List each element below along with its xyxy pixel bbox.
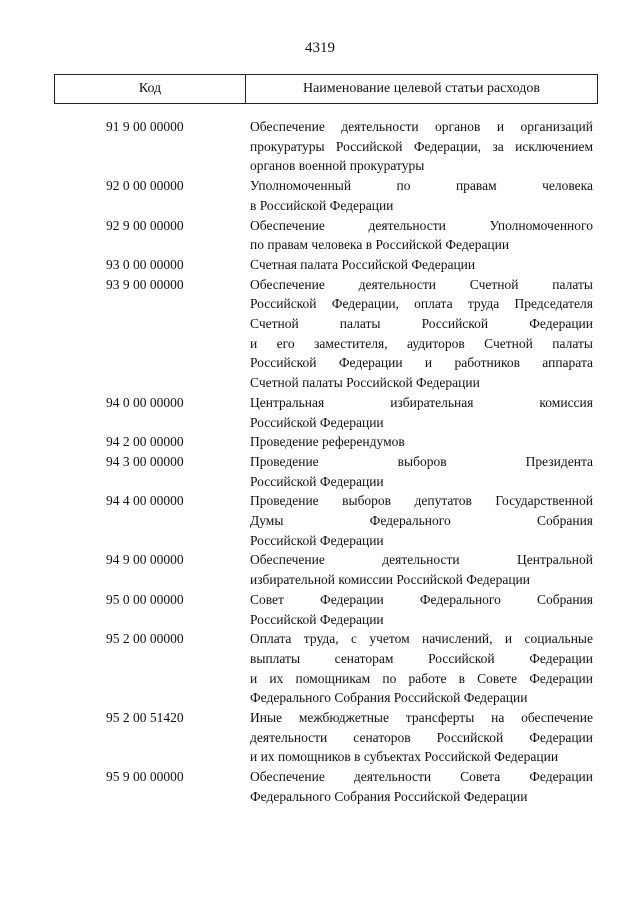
description-line: Обеспечение деятельности Центральной [250, 552, 593, 568]
description-line: Обеспечение деятельности органов и организаций [250, 119, 593, 134]
description-line: Уполномоченный по правам человека [250, 178, 593, 194]
row-description [250, 708, 593, 767]
page-number: 4319 [305, 40, 335, 56]
row-description [250, 216, 593, 255]
row-code: 93 0 00 00000 [106, 256, 184, 272]
description-line: Счетная палата Российской Федерации [250, 256, 476, 272]
description-line: Российской Федерации [250, 473, 384, 489]
description-line: Обеспечение деятельности Счетной палаты [250, 276, 593, 292]
description-line: Обеспечение деятельности Уполномоченного [250, 217, 593, 233]
row-description [250, 117, 593, 176]
row-code: 95 0 00 00000 [106, 591, 184, 607]
description-line: Центральная избирательная комиссия [250, 394, 593, 410]
description-line: Обеспечение деятельности Совета Федерации [250, 769, 593, 785]
description-line: Проведение выборов депутатов Государственной [250, 493, 593, 509]
description-line: органов военной прокуратуры [250, 158, 425, 174]
description-line: Оплата труда, с учетом начислений, и социальные [250, 631, 593, 647]
row-description [250, 275, 593, 393]
row-description [250, 590, 593, 629]
description-line: и их помощникам по работе в Совете Федерации [250, 670, 593, 686]
row-code: 95 2 00 51420 [106, 710, 184, 725]
row-code: 92 0 00 00000 [106, 178, 184, 194]
row-description [250, 629, 593, 708]
row-code: 95 2 00 00000 [106, 631, 184, 647]
description-line: прокуратуры Российской Федерации, за исключением [250, 138, 593, 154]
row-description [250, 255, 593, 275]
description-line: Российской Федерации и работников аппарата [250, 355, 593, 371]
description-line: Федерального Собрания Российской Федерации [250, 690, 528, 706]
header-name: Наименование целевой статьи расходов [302, 81, 541, 96]
row-code: 94 2 00 00000 [106, 434, 184, 450]
row-description [250, 176, 593, 215]
row-description [250, 393, 593, 432]
description-line: и его заместителя, аудиторов Счетной палаты [250, 335, 593, 351]
description-line: Федерального Собрания Российской Федерации [250, 788, 528, 804]
description-line: Российской Федерации, оплата труда Председателя [250, 296, 593, 312]
description-line: Проведение референдумов [250, 434, 405, 450]
description-line: Российской Федерации [250, 532, 384, 548]
description-line: Счетной палаты Российской Федерации [250, 316, 593, 331]
description-line: выплаты сенаторам Российской Федерации [250, 650, 593, 666]
description-line: Совет Федерации Федерального Собрания [250, 591, 593, 607]
row-description [250, 491, 593, 550]
description-line: по правам человека в Российской Федерации [250, 237, 510, 253]
row-code: 95 9 00 00000 [106, 769, 184, 785]
description-line: Иные межбюджетные трансферты на обеспечение [250, 710, 593, 725]
description-line: и их помощников в субъектах Российской Федерации [250, 749, 559, 765]
description-line: Российской Федерации [250, 414, 384, 430]
row-code: 91 9 00 00000 [106, 119, 184, 134]
description-line: в Российской Федерации [250, 197, 394, 213]
table-header [54, 74, 598, 104]
row-code: 94 0 00 00000 [106, 394, 184, 410]
row-code: 93 9 00 00000 [106, 276, 184, 292]
description-line: Счетной палаты Российской Федерации [250, 375, 480, 391]
row-code: 92 9 00 00000 [106, 217, 184, 233]
description-line: деятельности сенаторов Российской Федерации [250, 729, 593, 745]
row-description [250, 452, 593, 491]
description-line: Проведение выборов Президента [250, 453, 593, 469]
row-description [250, 550, 593, 589]
row-code: 94 4 00 00000 [106, 493, 184, 509]
header-code: Код [55, 75, 246, 103]
row-description [250, 432, 593, 452]
row-code: 94 9 00 00000 [106, 552, 184, 568]
description-line: Думы Федерального Собрания [250, 513, 593, 528]
row-code: 94 3 00 00000 [106, 453, 184, 469]
row-description [250, 767, 593, 806]
description-line: Российской Федерации [250, 611, 384, 627]
description-line: избирательной комиссии Российской Федерации [250, 572, 531, 588]
